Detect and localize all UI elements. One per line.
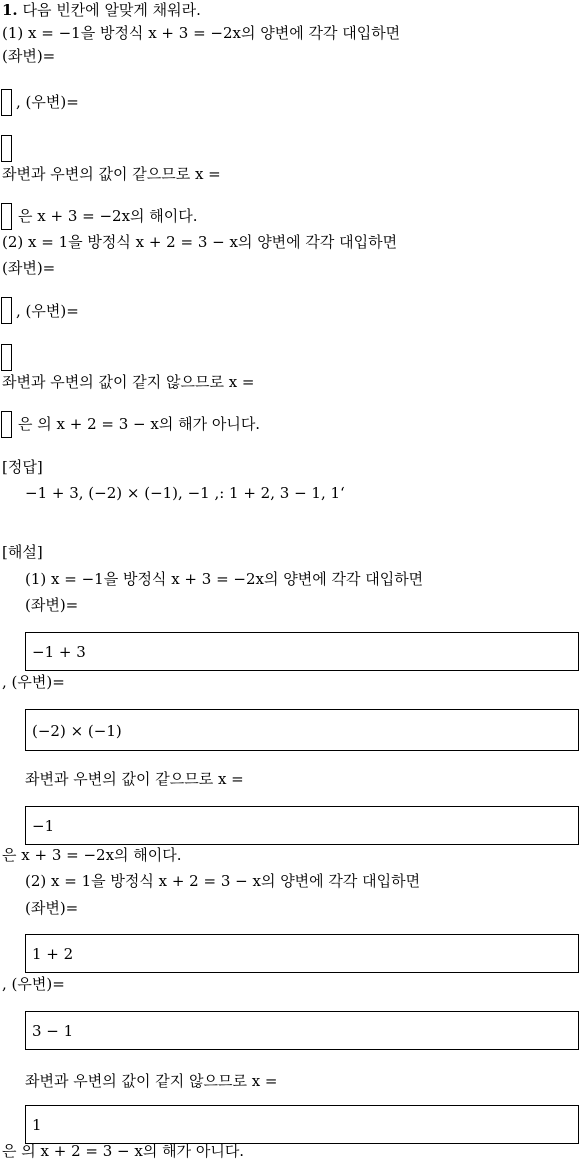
q-part2-intro: (2) x = 1을 방정식 x + 2 = 3 − x의 양변에 각각 대입하면 <box>2 233 398 251</box>
q-blank-1[interactable] <box>1 89 12 116</box>
exp-answer-box-6 <box>25 1105 579 1144</box>
exp-part2-intro: (2) x = 1을 방정식 x + 2 = 3 − x의 양변에 각각 대입하면 <box>25 872 421 890</box>
exp-part2-left-label: (좌변)= <box>25 899 79 917</box>
q-part1-equal: 좌변과 우변의 값이 같으므로 x = <box>2 165 221 183</box>
exp-part1-conclusion: 은 x + 3 = −2x의 해이다. <box>2 846 182 864</box>
answer-heading: [정답] <box>2 458 43 476</box>
q-part1-left-label: (좌변)= <box>2 47 56 65</box>
q-part2-left-label: (좌변)= <box>2 259 56 277</box>
q-part2-conclusion: 은 의 x + 2 = 3 − x의 해가 아니다. <box>18 415 261 433</box>
exp-box-1-value: −1 + 3 <box>32 643 86 661</box>
q-blank-2[interactable] <box>1 135 12 162</box>
exp-answer-box-5 <box>25 1011 579 1050</box>
explanation-heading: [해설] <box>2 543 43 561</box>
q-blank-5[interactable] <box>1 344 12 371</box>
exp-answer-box-4 <box>25 934 579 973</box>
exp-part2-right-label: , (우변)= <box>2 975 65 993</box>
exp-box-6-value: 1 <box>32 1116 42 1134</box>
exp-part2-notequal: 좌변과 우변의 값이 같지 않으므로 x = <box>25 1072 278 1090</box>
exp-box-5-value: 3 − 1 <box>32 1022 74 1040</box>
q-part1-conclusion: 은 x + 3 = −2x의 해이다. <box>18 207 198 225</box>
q-blank-3[interactable] <box>1 203 12 230</box>
q-part2-right-label: , (우변)= <box>16 302 79 320</box>
exp-part1-equal: 좌변과 우변의 값이 같으므로 x = <box>25 770 244 788</box>
exp-part2-conclusion: 은 의 x + 2 = 3 − x의 해가 아니다. <box>2 1142 245 1160</box>
exp-answer-box-3 <box>25 806 579 845</box>
answer-text: −1 + 3, (−2) × (−1), −1 ,: 1 + 2, 3 − 1, 1‘ <box>25 484 345 502</box>
q-part1-right-label: , (우변)= <box>16 93 79 111</box>
q-part1-intro: (1) x = −1을 방정식 x + 3 = −2x의 양변에 각각 대입하면 <box>2 24 401 42</box>
question-instruction: 다음 빈칸에 알맞게 채워라. <box>22 1 201 19</box>
exp-answer-box-1 <box>25 632 579 671</box>
question-header <box>2 0 201 20</box>
q-blank-6[interactable] <box>1 411 12 438</box>
q-part2-notequal: 좌변과 우변의 값이 같지 않으므로 x = <box>2 373 255 391</box>
exp-part1-right-label: , (우변)= <box>2 673 65 691</box>
exp-answer-box-2 <box>25 709 579 751</box>
exp-box-2-value: (−2) × (−1) <box>32 722 122 740</box>
exp-box-3-value: −1 <box>32 817 55 835</box>
question-number: 1. <box>2 1 18 19</box>
exp-part1-left-label: (좌변)= <box>25 596 79 614</box>
q-blank-4[interactable] <box>1 297 12 324</box>
exp-box-4-value: 1 + 2 <box>32 945 74 963</box>
exp-part1-intro: (1) x = −1을 방정식 x + 3 = −2x의 양변에 각각 대입하면 <box>25 570 424 588</box>
